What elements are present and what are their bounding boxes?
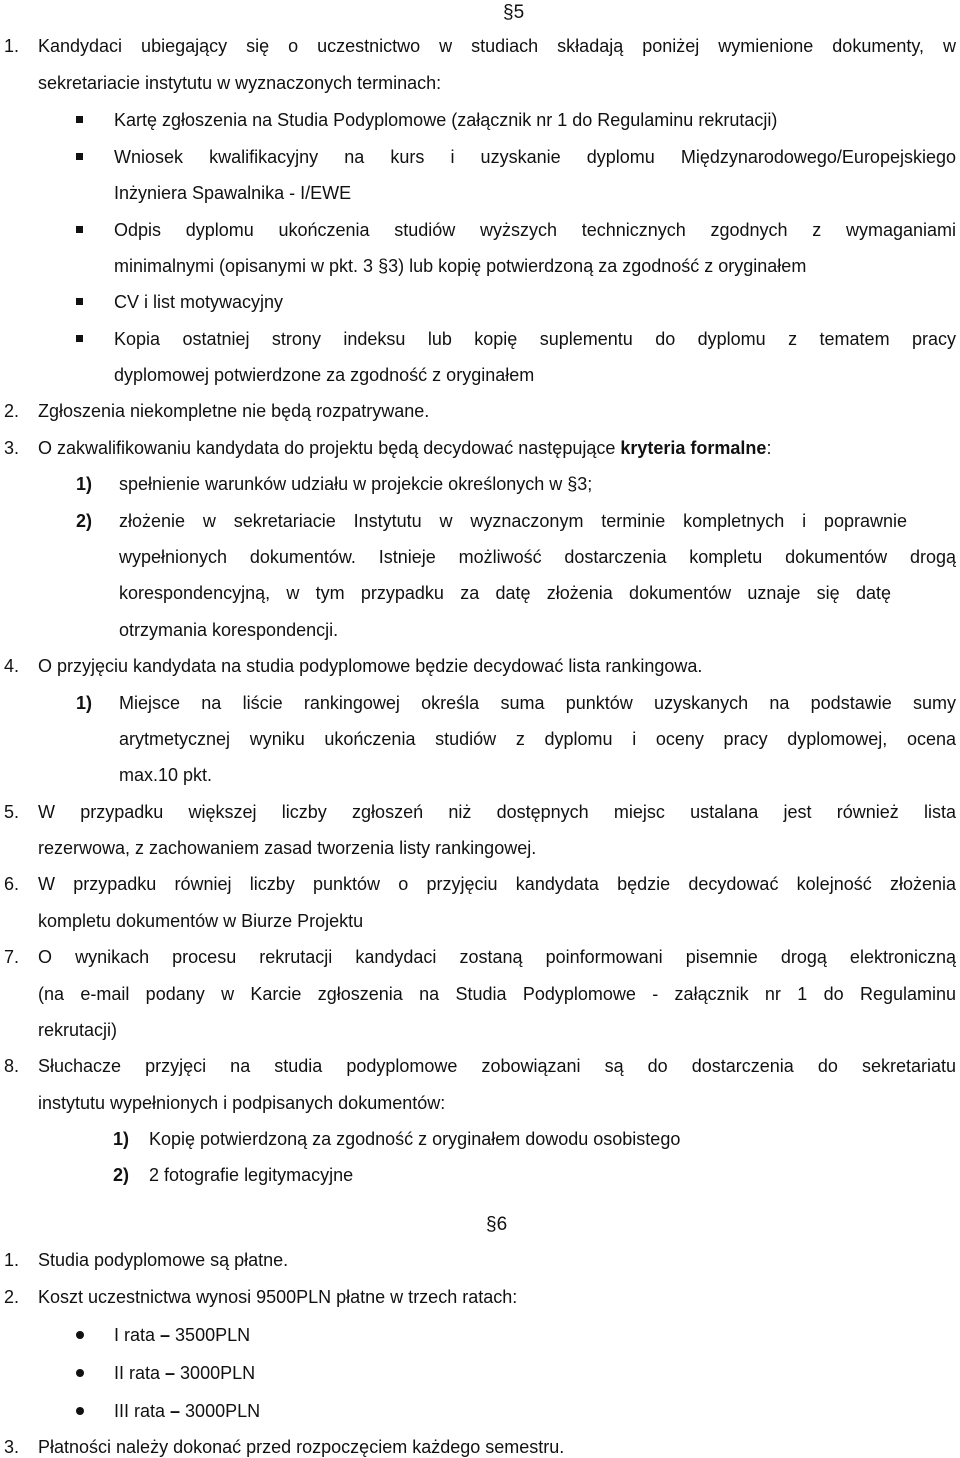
item-number: 2. [4,401,20,421]
installment-label: II rata [114,1363,161,1383]
item-text-line: Koszt uczestnictwa wynosi 9500PLN płatne w trzech ratach: [38,1287,518,1307]
square-bullet-icon [76,298,83,305]
criteria-text: wypełnionych dokumentów. Istnieje możliwość dostarczenia kompletu dokumentów drogą [119,547,956,567]
document-item: Wniosek kwalifikacyjny na kurs i uzyskanie dyplomu Międzynarodowego/Europejskiego [114,147,956,167]
document-item: CV i list motywacyjny [114,292,284,312]
item-text-line: Płatności należy dokonać przed rozpoczęciem każdego semestru. [38,1437,565,1457]
installment-label: III rata [114,1401,166,1421]
deliver-text: 2 fotografie legitymacyjne [149,1165,354,1185]
criteria-colon: : [766,438,772,458]
item-text-line: W przypadku większej liczby zgłoszeń niż dostępnych miejsc ustalana jest również lista [38,802,956,822]
item-text-line: Kandydaci ubiegający się o uczestnictwo w studiach składają poniżej wymienione dokumenty, w [38,36,956,56]
document-item: Odpis dyplomu ukończenia studiów wyższych technicznych zgodnych z wymaganiami [114,220,956,240]
item-number: 5. [4,802,20,822]
square-bullet-icon [76,116,83,123]
item-text-line: Studia podyplomowe są płatne. [38,1250,289,1270]
criteria-intro: O zakwalifikowaniu kandydata do projektu będą decydować następujące [38,438,621,458]
section-5-heading: §5 [503,2,525,23]
item-number: 4. [4,656,20,676]
installment-amount: 3000PLN [185,1401,261,1421]
item-number: 3. [4,1437,20,1457]
criteria-text: korespondencyjną, w tym przypadku za datę złożenia dokumentów uznaje się datę [119,583,891,603]
item-number: 1. [4,36,20,56]
item-text-line: rekrutacji) [38,1020,118,1040]
item-text-line: (na e-mail podany w Karcie zgłoszenia na Studia Podyplomowe - załącznik nr 1 do Regulaminu [38,984,956,1004]
criteria-bold: kryteria formalne [620,438,767,458]
item-number: 7. [4,947,20,967]
section-6-heading: §6 [486,1214,508,1235]
item-text-line: Zgłoszenia niekompletne nie będą rozpatrywane. [38,401,430,421]
item-text-line: O wynikach procesu rekrutacji kandydaci zostaną poinformowani pisemnie drogą elektroniczną [38,947,956,967]
item-text-line: Słuchacze przyjęci na studia podyplomowe zobowiązani są do dostarczenia do sekretariatu [38,1056,956,1076]
installment-dash: – [155,1325,176,1345]
deliver-number: 2) [113,1165,130,1185]
criteria-text: spełnienie warunków udziału w projekcie określonych w §3; [119,474,593,494]
ranking-text: max.10 pkt. [119,765,213,785]
item-text-line: sekretariacie instytutu w wyznaczonych terminach: [38,73,442,93]
document-item: Kartę zgłoszenia na Studia Podyplomowe (załącznik nr 1 do Regulaminu rekrutacji) [114,110,778,130]
installment-item [114,1362,255,1384]
installment-amount: 3000PLN [180,1363,256,1383]
square-bullet-icon [76,153,83,160]
item-number: 3. [4,438,20,458]
ranking-number: 1) [76,693,93,713]
round-bullet-icon [76,1369,84,1377]
deliver-number: 1) [113,1129,130,1149]
deliver-text: Kopię potwierdzoną za zgodność z oryginałem dowodu osobistego [149,1129,681,1149]
round-bullet-icon [76,1331,84,1339]
ranking-text: Miejsce na liście rankingowej określa suma punktów uzyskanych na podstawie sumy [119,693,956,713]
installment-item [114,1324,250,1346]
square-bullet-icon [76,226,83,233]
item-text-line: W przypadku równiej liczby punktów o przyjęciu kandydata będzie decydować kolejność złożenia [38,874,956,894]
item-text-line: O przyjęciu kandydata na studia podyplomowe będzie decydować lista rankingowa. [38,656,703,676]
item-number: 6. [4,874,20,894]
item-text-line: kompletu dokumentów w Biurze Projektu [38,911,364,931]
document-item-cont: dyplomowej potwierdzone za zgodność z oryginałem [114,365,535,385]
ranking-text: arytmetycznej wyniku ukończenia studiów z dyplomu i oceny pracy dyplomowej, ocena [119,729,956,749]
criteria-number: 1) [76,474,93,494]
item-text-line: instytutu wypełnionych i podpisanych dokumentów: [38,1093,446,1113]
criteria-number: 2) [76,511,93,531]
document-item: Kopia ostatniej strony indeksu lub kopię suplementu do dyplomu z tematem pracy [114,329,956,349]
item-number: 8. [4,1056,20,1076]
installment-label: I rata [114,1325,156,1345]
item-text-line [38,437,771,459]
round-bullet-icon [76,1407,84,1415]
item-number: 1. [4,1250,20,1270]
item-number: 2. [4,1287,20,1307]
document-item-cont: minimalnymi (opisanymi w pkt. 3 §3) lub kopię potwierdzoną za zgodność z oryginałem [114,256,807,276]
installment-item [114,1400,260,1422]
installment-amount: 3500PLN [175,1325,251,1345]
installment-dash: – [165,1401,186,1421]
criteria-text: złożenie w sekretariacie Instytutu w wyznaczonym terminie kompletnych i poprawnie [119,511,907,531]
document-item-cont: Inżyniera Spawalnika - I/EWE [114,183,352,203]
installment-dash: – [160,1363,181,1383]
criteria-text: otrzymania korespondencji. [119,620,339,640]
square-bullet-icon [76,335,83,342]
item-text-line: rezerwowa, z zachowaniem zasad tworzenia listy rankingowej. [38,838,537,858]
